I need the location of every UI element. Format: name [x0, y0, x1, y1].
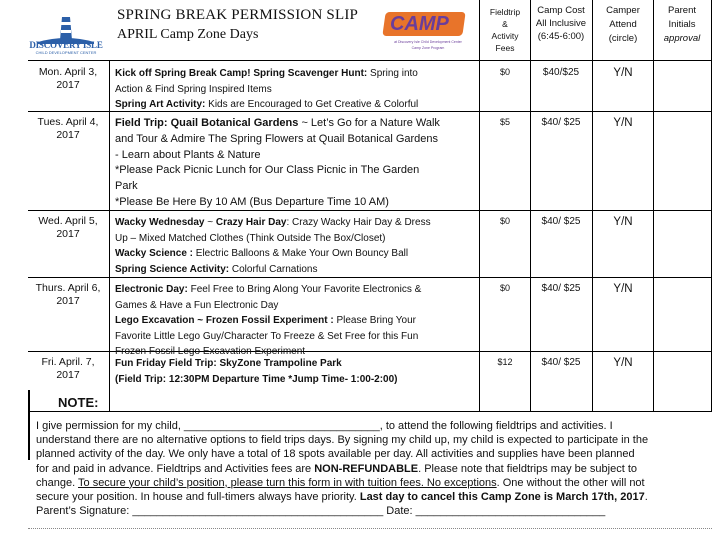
attend-circle-option[interactable]: Y/N [613, 357, 633, 369]
fieldtrip-fee: $12 [497, 357, 513, 367]
column-divider [592, 0, 593, 411]
note-line [36, 490, 716, 504]
camp-cost: $40/$25 [542, 67, 580, 78]
row-divider [28, 60, 712, 61]
activity-line [115, 246, 477, 262]
text-segment: Games & Have a Fun Electronic Day [115, 299, 279, 311]
parent-initials-field[interactable] [655, 280, 709, 300]
activity-line [115, 66, 477, 82]
text-segment: Action & Find Spring Inspired Items [115, 83, 272, 95]
day-label: Thurs. April 6, 2017 [35, 282, 101, 307]
text-segment: Spring into [370, 68, 418, 79]
activity-line [115, 356, 477, 372]
activity-line [115, 82, 477, 98]
page-title: SPRING BREAK PERMISSION SLIP [117, 7, 359, 23]
text-segment: . [644, 491, 648, 504]
camp-cost: $40/ $25 [541, 357, 581, 368]
text-segment: . Please note that fieldtrips may be subject to [418, 462, 638, 475]
text-segment: Last day to cancel this Camp Zone is March 17th, 2017 [359, 491, 645, 504]
text-segment: change. [36, 476, 79, 489]
page-subtitle: APRIL Camp Zone Days [117, 27, 259, 42]
text-segment: I give permission for my child, ________________________________, to attend the following fieldtrips and activities. I [36, 420, 613, 432]
activity-description [115, 116, 477, 211]
activity-line [115, 148, 477, 164]
camp-logo-text: CAMP [390, 13, 449, 35]
camp-cost: $40/ $25 [541, 117, 581, 128]
text-segment: ~ [207, 217, 216, 228]
activity-line [115, 313, 477, 329]
note-line [36, 419, 716, 433]
text-segment: Please Bring Your [336, 315, 416, 326]
camp-logo-caption: at Discovery Isle Child Development Center [394, 40, 462, 44]
activity-line [115, 329, 477, 345]
header-parent-initials: Parent Initials approval [663, 5, 701, 44]
activity-line [115, 195, 477, 211]
note-line [36, 447, 716, 461]
logo-subtitle: CHILD DEVELOPMENT CENTER [35, 50, 97, 55]
permission-statement [36, 419, 716, 518]
note-line [36, 504, 716, 518]
activity-line [115, 132, 477, 148]
fieldtrip-fee: $0 [499, 216, 510, 226]
text-segment: Colorful Carnations [231, 263, 318, 275]
text-segment: understand there are no alternative options to field trips days. By signing my child up, my child is expected to participate in the [36, 434, 649, 447]
day-label: Tues. April 4, 2017 [37, 116, 99, 141]
activity-description [115, 215, 477, 277]
logo-name: DISCOVERY ISLE [29, 40, 103, 50]
text-segment: Feel Free to Bring Along Your Favorite Electronics & [190, 284, 422, 295]
activity-line [115, 262, 477, 278]
day-label: Wed. April 5, 2017 [38, 215, 98, 240]
activity-line [115, 97, 477, 113]
text-segment: *Please Be Here By 10 AM (Bus Departure Time 10 AM) [115, 195, 389, 208]
activity-description [115, 282, 477, 360]
note-line [36, 433, 716, 447]
row-divider [28, 411, 712, 412]
header-camp-cost: Camp Cost All Inclusive (6:45-6:00) [535, 5, 587, 42]
text-segment: - Learn about Plants & Nature [115, 148, 261, 161]
discovery-isle-logo [28, 14, 104, 56]
activity-line [115, 163, 477, 179]
fieldtrip-fee: $0 [499, 67, 510, 77]
attend-circle-option[interactable]: Y/N [613, 117, 633, 129]
text-segment: Wacky Science : [115, 248, 196, 259]
text-segment: Lego Excavation ~ Frozen Fossil Experiment : [115, 315, 337, 326]
activity-description [115, 356, 477, 387]
activity-description [115, 66, 477, 113]
column-divider [479, 0, 480, 411]
text-segment: Parent’s Signature: _________________________________________ Date: _______________________________ [36, 505, 606, 518]
parent-initials-field[interactable] [655, 114, 709, 134]
parent-initials-field[interactable] [655, 354, 709, 374]
text-segment: *Please Pack Picnic Lunch for Our Class Picnic in The Garden [115, 164, 420, 177]
text-segment: Park [115, 180, 138, 193]
activity-line [115, 282, 477, 298]
text-segment: Crazy Hair Day [215, 217, 287, 228]
note-line [36, 476, 716, 490]
note-bracket [28, 390, 30, 460]
text-segment: secure your position. In house and full-timers always have priority. [36, 491, 360, 504]
activity-line [115, 372, 477, 388]
text-segment: Wacky Wednesday [115, 217, 208, 228]
text-segment: NON-REFUNDABLE [314, 462, 419, 475]
header-fieldtrip-fees: Fieldtrip & Activity Fees [489, 7, 521, 53]
parent-initials-field[interactable] [655, 64, 709, 84]
activity-line [115, 298, 477, 314]
attend-circle-option[interactable]: Y/N [613, 67, 633, 79]
activity-line [115, 116, 477, 132]
column-divider [711, 0, 712, 411]
note-label: NOTE: [58, 395, 99, 410]
activity-line [115, 215, 477, 231]
text-segment: for and paid in advance. Fieldtrips and Activities fees are [36, 462, 315, 475]
text-segment: Kick off Spring Break Camp! Spring Scavenger Hunt: [115, 68, 371, 79]
column-divider [653, 0, 654, 411]
text-segment: Spring Art Activity: [115, 99, 209, 110]
fieldtrip-fee: $5 [499, 117, 510, 127]
day-label: Mon. April 3, 2017 [38, 66, 98, 91]
text-segment: Kids are Encouraged to Get Creative & Colorful [208, 99, 419, 110]
attend-circle-option[interactable]: Y/N [613, 283, 633, 295]
column-divider [530, 0, 531, 411]
text-segment: planned activity of the day. We only have a total of 18 spots available per day. All activities and supplies have been planned [36, 448, 635, 461]
attend-circle-option[interactable]: Y/N [613, 216, 633, 228]
camp-zone-logo [382, 12, 467, 58]
camp-cost: $40/ $25 [541, 283, 581, 294]
text-segment: Up – Mixed Matched Clothes (Think Outside The Box/Closet) [115, 232, 386, 244]
header-camper-attend: Camper Attend (circle) [606, 5, 640, 44]
text-segment: Electric Balloons & Make Your Own Bouncy Ball [195, 248, 409, 259]
text-segment: Spring Science Activity: [115, 263, 232, 275]
activity-line [115, 231, 477, 247]
text-segment: To secure your child’s position, please turn this form in with tuition fees. No exceptions [78, 476, 497, 489]
camp-logo-program: Camp Zone Program [411, 46, 445, 50]
text-segment: and Tour & Admire The Spring Flowers at Quail Botanical Gardens [115, 132, 439, 145]
text-segment: (Field Trip: 12:30PM Departure Time *Jump Time- 1:00-2:00) [115, 373, 398, 385]
text-segment: Favorite Little Lego Guy/Character To Freeze & Set Free for this Fun [115, 330, 419, 342]
text-segment: ~ Let’s Go for a Nature Walk [301, 117, 440, 129]
note-line [36, 462, 716, 476]
text-segment: . One without the other will not [496, 476, 645, 489]
row-divider [28, 277, 712, 278]
text-segment: : Crazy Wacky Hair Day & Dress [286, 217, 431, 228]
camp-cost: $40/ $25 [541, 216, 581, 227]
text-segment: Frozen Fossil Lego Excavation Experiment [115, 346, 306, 357]
activity-line [115, 179, 477, 195]
text-segment: Electronic Day: [115, 284, 191, 295]
fieldtrip-fee: $0 [499, 283, 510, 293]
text-segment: Fun Friday Field Trip: SkyZone Trampoline Park [115, 358, 342, 369]
day-label: Fri. April. 7, 2017 [41, 356, 95, 381]
column-divider [109, 60, 110, 411]
parent-initials-field[interactable] [655, 213, 709, 233]
text-segment: Field Trip: Quail Botanical Gardens [115, 117, 302, 129]
bottom-divider [28, 528, 712, 529]
